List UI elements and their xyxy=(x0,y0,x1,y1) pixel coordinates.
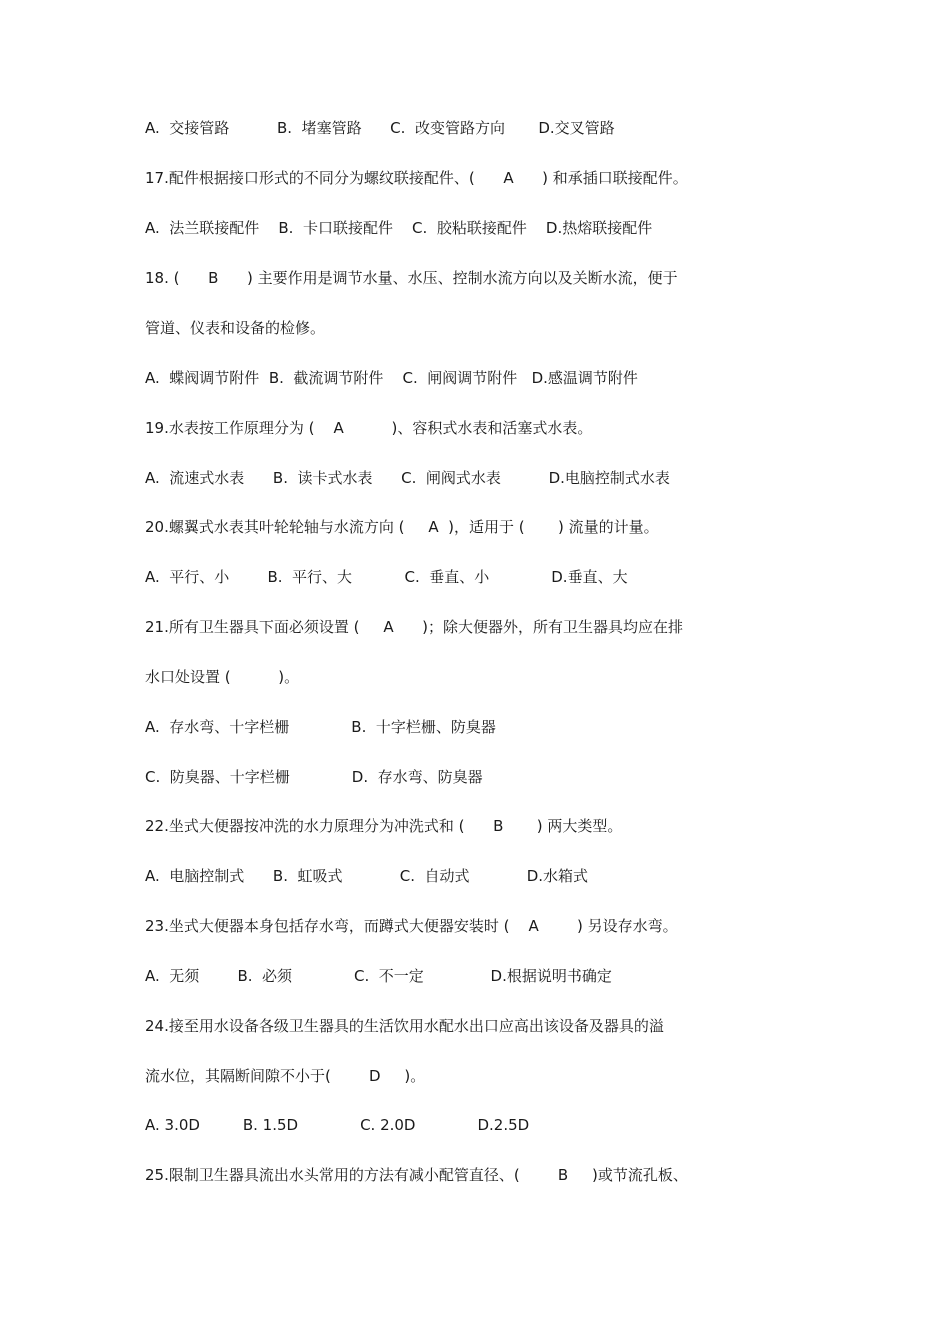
q21-options-cd: C. 防臭器、十字栏栅 D. 存水弯、防臭器 xyxy=(145,768,483,786)
q18-options: A. 蝶阀调节附件 B. 截流调节附件 C. 闸阀调节附件 D.感温调节附件 xyxy=(145,369,638,387)
q17-options: A. 法兰联接配件 B. 卡口联接配件 C. 胶粘联接配件 D.热熔联接配件 xyxy=(145,219,653,237)
q19-question: 19.水表按工作原理分为 ( A )、容积式水表和活塞式水表。 xyxy=(145,419,593,437)
q24-options: A. 3.0D B. 1.5D C. 2.0D D.2.5D xyxy=(145,1116,530,1134)
q24-question-cont: 流水位，其隔断间隙不小于( D )。 xyxy=(145,1067,426,1085)
q21-question-cont: 水口处设置 ( )。 xyxy=(145,668,300,686)
q21-question: 21.所有卫生器具下面必须设置 ( A )；除大便器外，所有卫生器具均应在排 xyxy=(145,618,684,636)
q22-question: 22.坐式大便器按冲洗的水力原理分为冲洗式和 ( B ) 两大类型。 xyxy=(145,817,623,835)
q17-question: 17.配件根据接口形式的不同分为螺纹联接配件、( A ) 和承插口联接配件。 xyxy=(145,169,688,187)
q23-options: A. 无须 B. 必须 C. 不一定 D.根据说明书确定 xyxy=(145,967,612,985)
q21-options-ab: A. 存水弯、十字栏栅 B. 十字栏栅、防臭器 xyxy=(145,718,496,736)
q20-options: A. 平行、小 B. 平行、大 C. 垂直、小 D.垂直、大 xyxy=(145,568,628,586)
q18-question: 18. ( B ) 主要作用是调节水量、水压、控制水流方向以及关断水流，便于 xyxy=(145,269,678,287)
q24-question: 24.接至用水设备各级卫生器具的生活饮用水配水出口应高出该设备及器具的溢 xyxy=(145,1017,664,1035)
q19-options: A. 流速式水表 B. 读卡式水表 C. 闸阀式水表 D.电脑控制式水表 xyxy=(145,469,670,487)
q16-options: A. 交接管路 B. 堵塞管路 C. 改变管路方向 D.交叉管路 xyxy=(145,119,615,137)
q25-question: 25.限制卫生器具流出水头常用的方法有减小配管直径、( B )或节流孔板、 xyxy=(145,1166,688,1184)
q20-question: 20.螺翼式水表其叶轮轮轴与水流方向 ( A )，适用于 ( ) 流量的计量。 xyxy=(145,518,659,536)
q22-options: A. 电脑控制式 B. 虹吸式 C. 自动式 D.水箱式 xyxy=(145,867,589,885)
q23-question: 23.坐式大便器本身包括存水弯，而蹲式大便器安装时 ( A ) 另设存水弯。 xyxy=(145,917,678,935)
q18-question-cont: 管道、仪表和设备的检修。 xyxy=(145,319,326,337)
